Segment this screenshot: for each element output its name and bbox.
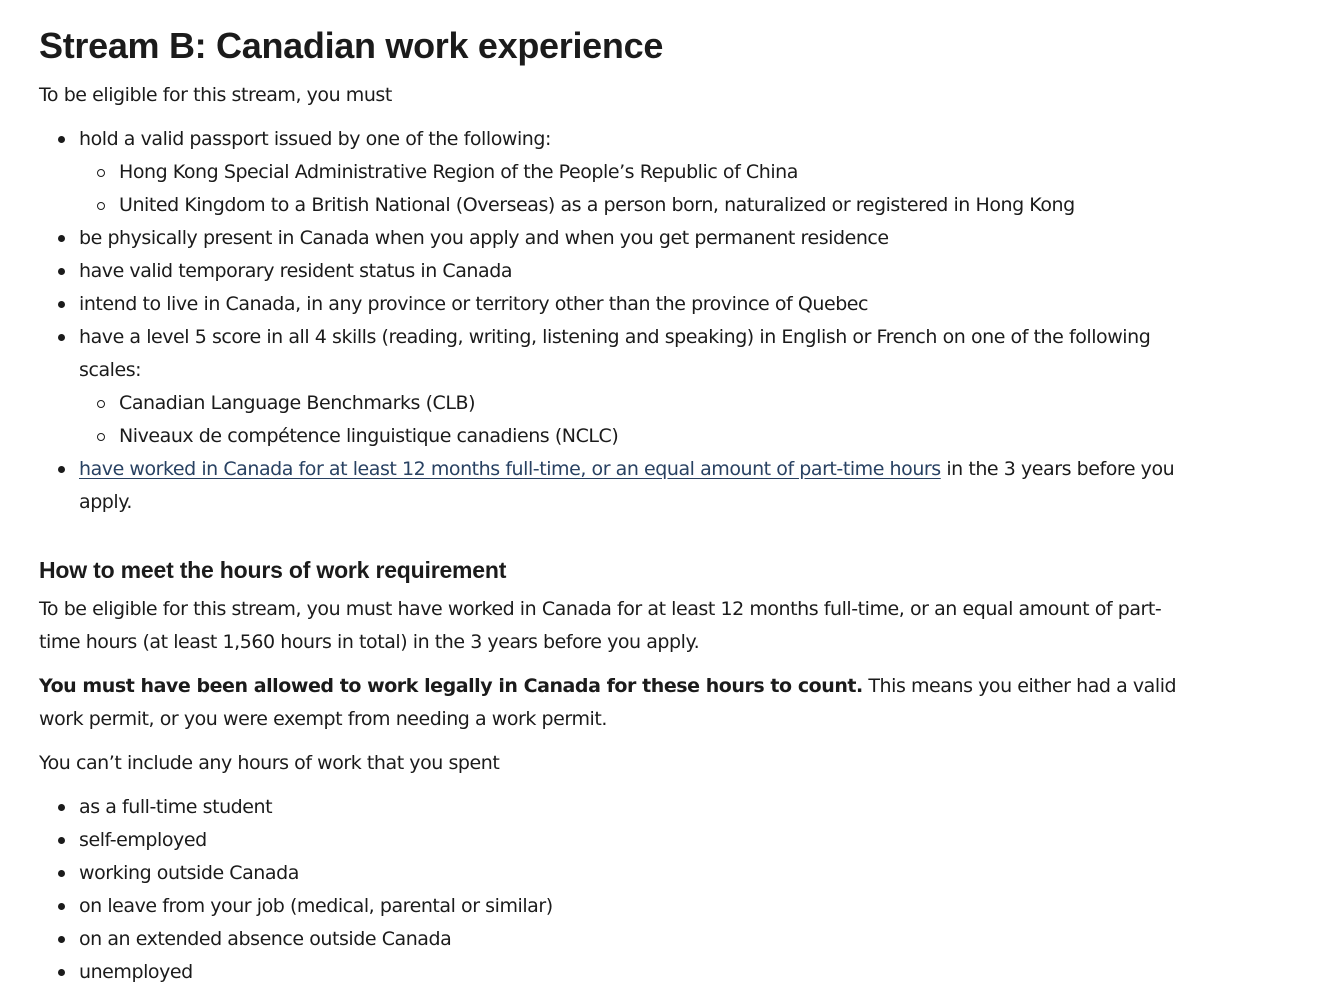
- legal-work-paragraph: [39, 670, 1179, 736]
- passport-requirement: hold a valid passport issued by one of the following:: [79, 128, 551, 150]
- list-item: [39, 321, 1179, 453]
- list-item: be physically present in Canada when you apply and when you get permanent residence: [39, 222, 1179, 255]
- legal-work-emphasis: You must have been allowed to work legally in Canada for these hours to count.: [39, 675, 863, 697]
- list-item: Hong Kong Special Administrative Region of the People’s Republic of China: [79, 156, 1179, 189]
- list-item: have valid temporary resident status in Canada: [39, 255, 1179, 288]
- list-item: as a full-time student: [39, 791, 1179, 824]
- list-item: [39, 453, 1179, 519]
- list-item: self-employed: [39, 824, 1179, 857]
- list-item: unemployed: [39, 956, 1179, 989]
- exclusions-list: [39, 791, 1179, 989]
- list-item: on leave from your job (medical, parental or similar): [39, 890, 1179, 923]
- list-item: United Kingdom to a British National (Overseas) as a person born, naturalized or registered in Hong Kong: [79, 189, 1179, 222]
- work-experience-link[interactable]: have worked in Canada for at least 12 months full-time, or an equal amount of part-time hours: [79, 458, 941, 480]
- list-item: intend to live in Canada, in any province or territory other than the province of Quebec: [39, 288, 1179, 321]
- passport-options-list: [79, 156, 1179, 222]
- list-item: Niveaux de compétence linguistique canadiens (NCLC): [79, 420, 1179, 453]
- intro-text: To be eligible for this stream, you must: [39, 84, 392, 106]
- requirements-list: [39, 123, 1179, 519]
- list-item: Canadian Language Benchmarks (CLB): [79, 387, 1179, 420]
- hours-paragraph: To be eligible for this stream, you must have worked in Canada for at least 12 months full-time, or an equal amount of part-time hours (at least 1,560 hours in total) in the 3 years before you apply.: [39, 598, 1162, 653]
- page-title: Stream B: Canadian work experience: [39, 25, 664, 66]
- language-requirement: have a level 5 score in all 4 skills (reading, writing, listening and speaking) in English or French on one of the following scales:: [79, 326, 1151, 381]
- section-heading-hours: How to meet the hours of work requirement: [39, 557, 507, 583]
- exclusions-intro: You can’t include any hours of work that you spent: [39, 752, 500, 774]
- legal-work-rest: This means you either had a valid work permit, or you were exempt from needing a work permit.: [39, 675, 1177, 730]
- work-requirement-rest: in the 3 years before you apply.: [79, 458, 1175, 513]
- language-scales-list: [79, 387, 1179, 453]
- list-item: on an extended absence outside Canada: [39, 923, 1179, 956]
- page-content: [39, 24, 1179, 989]
- list-item: working outside Canada: [39, 857, 1179, 890]
- list-item: [39, 123, 1179, 222]
